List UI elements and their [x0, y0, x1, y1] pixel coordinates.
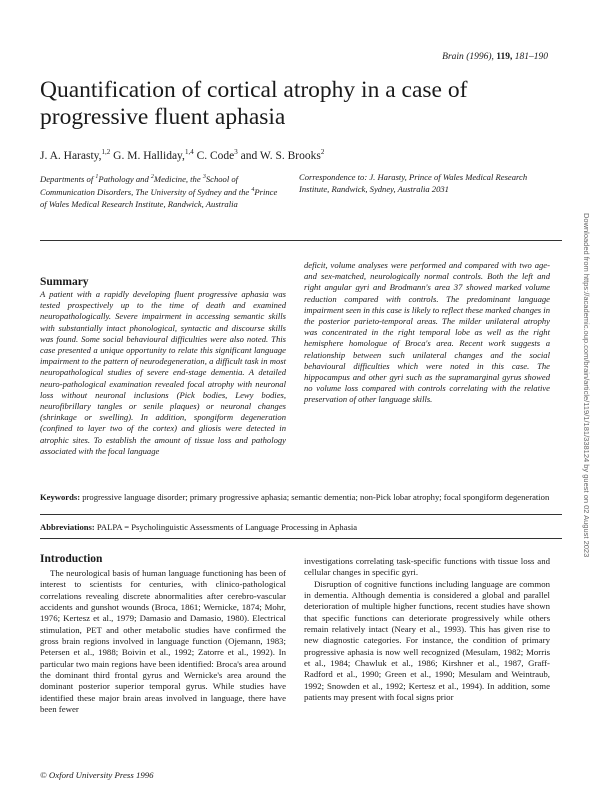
author-affiliation-mark: 1,4 — [184, 148, 194, 156]
affiliation-text: Pathology and — [98, 173, 151, 184]
abbreviations-text: PALPA = Psycholinguistic Assessments of Language Processing in Aphasia — [94, 522, 358, 532]
author-name: and W. S. Brooks — [237, 149, 321, 162]
affiliation-mark: 3 — [202, 174, 206, 180]
divider — [40, 514, 562, 515]
keywords-label: Keywords: — [40, 492, 81, 502]
affiliation-text: Medicine, the — [153, 173, 203, 184]
copyright: © Oxford University Press 1996 — [40, 770, 154, 780]
author-name: G. M. Halliday, — [110, 149, 185, 162]
keywords-text: progressive language disorder; primary progressive aphasia; semantic dementia; non-Pick lobar atrophy; focal spongiform degeneration — [80, 492, 550, 502]
summary-left-column: A patient with a rapidly developing fluent progressive aphasia was tested prospectively up to the time of death and examined neuropathologically. Severe impairment in accessing semantic skills with substantially intact phonological, syntactic and discourse skills was found. Some social behavioural difficulties were also noted. This case presented a unique opportunity to relate this significant language impairment to the pattern of neurodegeneration, a difficult task in most neuropathological studies of severe end-stage dementia. A detailed neuro-pathological examination revealed focal atrophy with neuronal loss without neuronal inclusions (Pick bodies, Lewy bodies, neurofibrillary tangles or senile plaques) or neuronal changes (shrinkage or swelling). In addition, spongiform degeneration (confined to layer two of the cortex) and gliosis were detected in atrophic sites. To establish the amount of tissue loss and pathology associated with the focal language — [40, 289, 286, 456]
author-affiliation-mark: 3 — [234, 148, 238, 156]
divider — [40, 538, 562, 539]
affiliation-mark: 1 — [95, 174, 99, 180]
journal-volume: 119, — [496, 52, 513, 62]
paragraph: investigations correlating task-specific functions with tissue loss and cellular changes in specific gyri. — [304, 556, 550, 578]
author-list — [40, 148, 324, 162]
author-name: C. Code — [193, 149, 235, 162]
author-affiliation-mark: 2 — [320, 148, 325, 156]
author-affiliation-mark: 1,2 — [101, 148, 111, 156]
introduction-heading: Introduction — [40, 553, 103, 565]
affiliations — [40, 172, 280, 210]
affiliation-text: Prince of Wales Medical Research Institute, Randwick, Australia — [40, 187, 278, 209]
journal-pages: 181–190 — [514, 52, 548, 62]
journal-citation — [0, 52, 548, 62]
introduction-left-column: The neurological basis of human language functioning has been of interest to scientists for centuries, with clinico-pathological correlations revealing discrete abnormalities after cerebro-vascular accidents and gunshot wounds (Broca, 1861; Wernicke, 1874; Mohr, 1976; Kertesz et al., 1979; Damasio and Damasio, 1980). Electrical stimulation, PET and other metabolic studies have confirmed the gross brain regions involved in language function (Ojemann, 1983; Petersen et al., 1988; Boivin et al., 1992; Zatorre et al., 1992). In particular two main regions have been identified: Broca's area around the dominant third frontal gyrus and Wernicke's area around the dominant posterior superior temporal gyrus. While studies have identified these major brain areas involved in language, there have been fewer — [40, 568, 286, 715]
introduction-right-column — [304, 556, 550, 703]
divider — [40, 240, 562, 241]
paper-title: Quantification of cortical atrophy in a case of progressive fluent aphasia — [40, 77, 468, 130]
affiliation-mark: 4 — [251, 187, 255, 194]
correspondence: Correspondence to: J. Harasty, Prince of Wales Medical Research Institute, Randwick, Sydney, Australia 2031 — [299, 172, 528, 194]
summary-heading: Summary — [40, 276, 89, 288]
journal-name: Brain — [442, 52, 464, 62]
affiliation-text: School of Communication Disorders, The University of Sydney and the — [40, 173, 252, 198]
abbreviations-label: Abbreviations: — [40, 522, 95, 532]
journal-year: (1996), — [466, 52, 494, 62]
download-watermark: Downloaded from https://academic.oup.com/brain/article/119/1/181/338124 by guest on 02 August 2023 — [582, 213, 591, 558]
abbreviations — [40, 522, 560, 533]
affiliation-mark: 2 — [150, 174, 154, 180]
keywords — [40, 492, 560, 503]
author-name: J. A. Harasty, — [40, 149, 102, 162]
affiliation-text: Departments of — [40, 173, 96, 184]
paragraph: Disruption of cognitive functions including language are common in dementia. Although dementia is considered a global and parallel deterioration of multiple higher functions, recent studies have shown that specific functions can deteriorate progressively while others remain relatively intact (Neary et al., 1993). This has given rise to new diagnostic categories. For instance, the condition of primary progressive aphasia is now well recognized (Mesulam, 1982; Morris et al., 1984; Chawluk et al., 1986; Kirshner et al., 1987, Graff-Radford et al., 1990; Green et al., 1990; Mesulam and Weintraub, 1992; Snowden et al., 1992; Kertesz et al., 1994). In addition, some patients may present with focal signs prior — [304, 578, 550, 703]
summary-right-column: deficit, volume analyses were performed and compared with two age- and sex-matched, neurologically normal controls. Both the left and right angular gyri and Brodmann's area 37 showed marked volume reduction compared with controls. The predominant language impairment seen in this case is likely to reflect these marked changes in the posterior parieto-temporal areas. The milder unilateral atrophy was concentrated in the right temporal lobe as well as the right hemisphere homologue of Broca's area. Recent work suggests a relationship between such unilateral changes and the social behavioural difficulties which were noted in this case. The hippocampus and other gyri such as the supramarginal gyrus showed no volume loss compared with controls correlating with the relative preservation of other language skills. — [304, 260, 550, 405]
